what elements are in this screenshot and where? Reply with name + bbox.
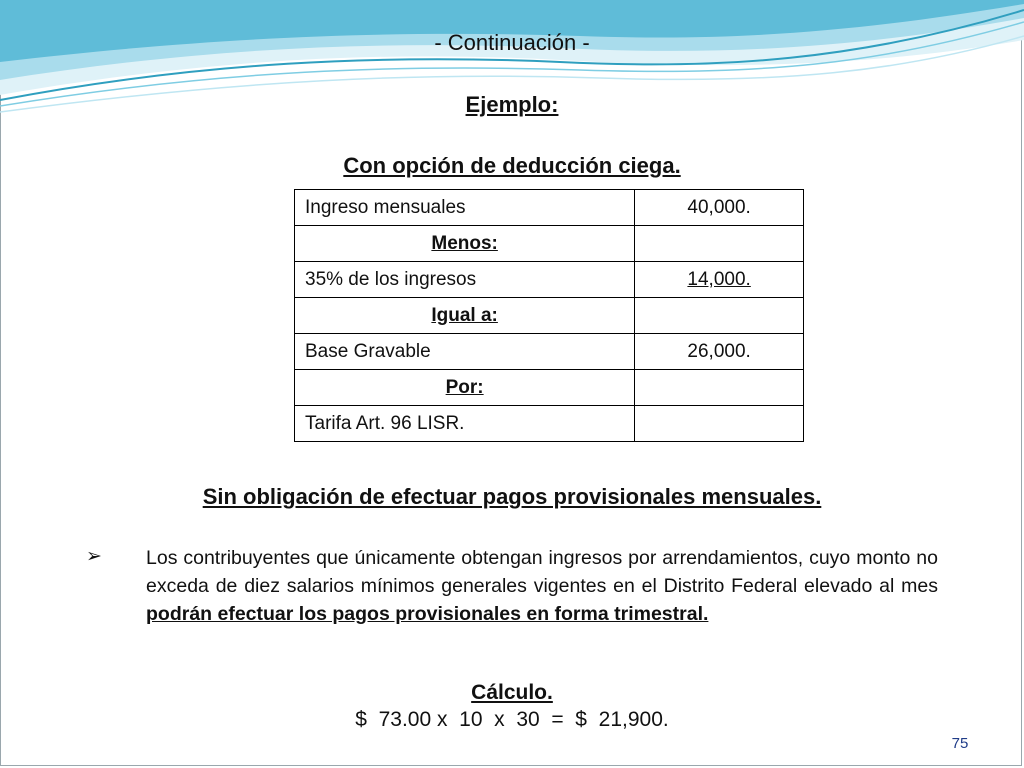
table-row (295, 370, 804, 406)
row-value (635, 370, 804, 406)
calculation-label: Cálculo. (471, 681, 553, 704)
row-operator-label: Por: (295, 370, 635, 406)
table-row (295, 334, 804, 370)
bullet-paragraph (146, 544, 938, 628)
table-row (295, 190, 804, 226)
row-label: 35% de los ingresos (295, 262, 635, 298)
row-value: 14,000. (687, 268, 751, 290)
row-value: 40,000. (635, 190, 804, 226)
row-operator-label: Menos: (295, 226, 635, 262)
example-label: Ejemplo: (465, 92, 559, 117)
table-row (295, 298, 804, 334)
row-operator-label: Igual a: (295, 298, 635, 334)
row-value (635, 406, 804, 442)
calculation-expression: $ 73.00 x 10 x 30 = $ 21,900. (355, 708, 669, 731)
row-label: Tarifa Art. 96 LISR. (295, 406, 635, 442)
bullet-emphasis: podrán efectuar los pagos provisionales en forma trimestral. (146, 603, 709, 625)
table-row (295, 262, 804, 298)
section-heading: Sin obligación de efectuar pagos provisionales mensuales. (202, 484, 822, 509)
table-heading: Con opción de deducción ciega. (343, 153, 681, 178)
arrow-bullet-icon: ➢ (86, 546, 102, 567)
row-label: Base Gravable (295, 334, 635, 370)
page-number: 75 (951, 735, 969, 752)
row-value (635, 298, 804, 334)
row-label: Ingreso mensuales (295, 190, 635, 226)
row-value: 26,000. (635, 334, 804, 370)
row-value (635, 226, 804, 262)
table-row (295, 406, 804, 442)
deduction-table (294, 189, 804, 442)
slide-subtitle: - Continuación - (434, 30, 590, 55)
bullet-text: Los contribuyentes que únicamente obtengan ingresos por arrendamientos, cuyo monto no exceda de diez salarios mínimos generales vigentes en el Distrito Federal elevado al mes (146, 547, 938, 597)
table-row (295, 226, 804, 262)
